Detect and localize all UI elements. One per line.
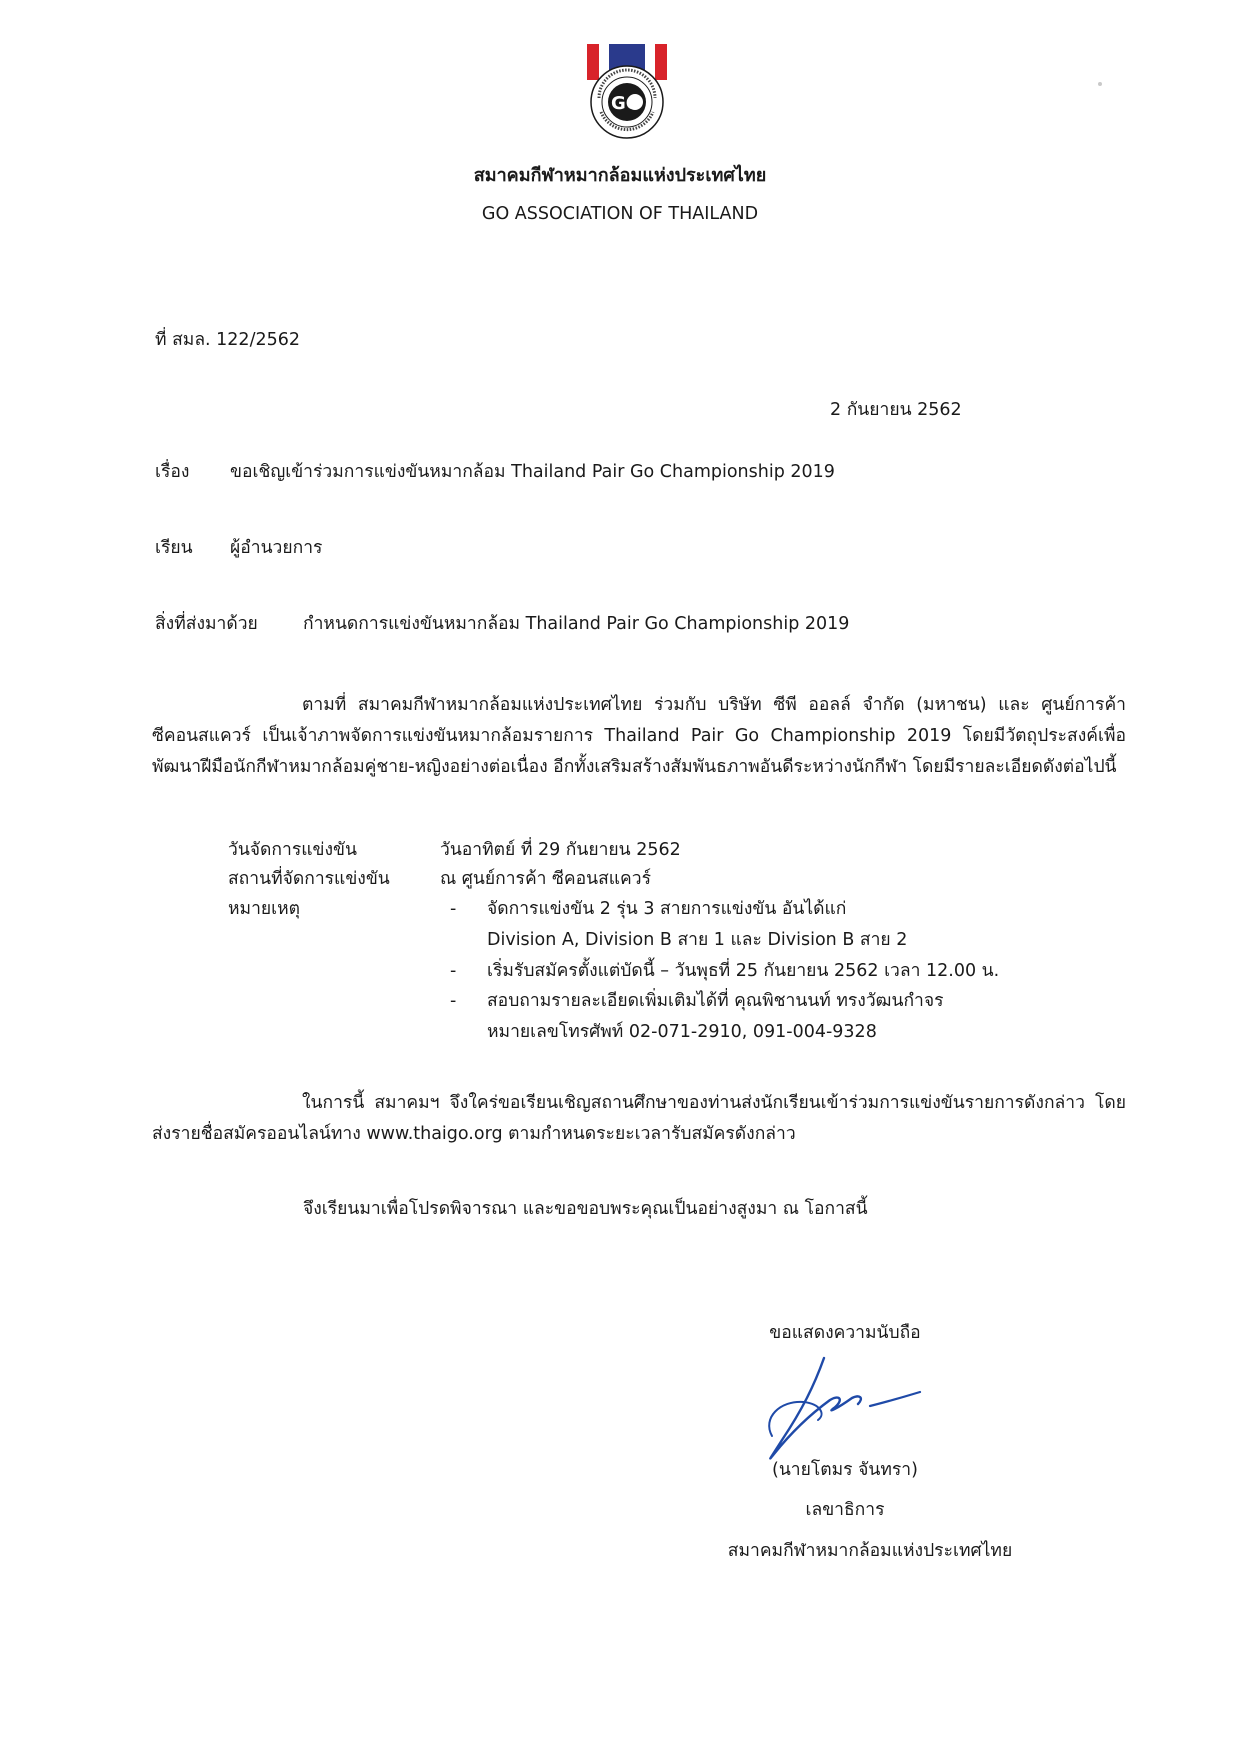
org-name-english: GO ASSOCIATION OF THAILAND xyxy=(481,204,759,224)
signature-closing: ขอแสดงความนับถือ xyxy=(769,1323,921,1343)
event-date-value: วันอาทิตย์ ที่ 29 กันยายน 2562 xyxy=(440,840,681,860)
event-venue-value: ณ ศูนย์การค้า ซีคอนสแควร์ xyxy=(440,869,651,889)
event-venue-label: สถานที่จัดการแข่งขัน xyxy=(228,869,390,889)
note-1-line-1: จัดการแข่งขัน 2 รุ่น 3 สายการแข่งขัน อันได้แก่ xyxy=(487,899,847,919)
note-3-bullet: - xyxy=(450,991,457,1011)
scan-speck xyxy=(1098,82,1102,86)
note-2-bullet: - xyxy=(450,961,457,981)
handwritten-signature xyxy=(760,1348,950,1466)
recipient-label: เรียน xyxy=(155,538,193,558)
note-3-line-2: หมายเลขโทรศัพท์ 02-071-2910, 091-004-9328 xyxy=(487,1022,877,1042)
signatory-organization: สมาคมกีฬาหมากล้อมแห่งประเทศไทย xyxy=(727,1541,1013,1561)
event-date-label: วันจัดการแข่งขัน xyxy=(228,840,357,860)
body-paragraph-1: ตามที่ สมาคมกีฬาหมากล้อมแห่งประเทศไทย ร่วมกับ บริษัท ซีพี ออลล์ จำกัด (มหาชน) และ ศูนย์การค้า ซีคอนสแควร์ เป็นเจ้าภาพจัดการแข่งขันหมากล้อมรายการ Thailand Pair Go Championship 2019 โดยมีวัตถุประสงค์เพื่อพัฒนาฝีมือนักกีฬาหมากล้อมคู่ชาย-หญิงอย่างต่อเนื่อง อีกทั้งเสริมสร้างสัมพันธภาพอันดีระหว่างนักกีฬา โดยมีรายละเอียดดังต่อไปนี้ xyxy=(152,695,1126,777)
signature-stroke-main xyxy=(770,1358,861,1458)
note-2-text: เริ่มรับสมัครตั้งแต่บัดนี้ – วันพุธที่ 25 กันยายน 2562 เวลา 12.00 น. xyxy=(487,961,1000,981)
reference-number: ที่ สมล. 122/2562 xyxy=(155,330,300,350)
signature-stroke-tail xyxy=(870,1392,920,1406)
go-association-logo xyxy=(585,42,669,142)
note-3-line-1: สอบถามรายละเอียดเพิ่มเติมได้ที่ คุณพิชานนท์ ทรงวัฒนกำจร xyxy=(487,991,944,1011)
recipient-text: ผู้อำนวยการ xyxy=(230,538,323,558)
signatory-position: เลขาธิการ xyxy=(805,1500,885,1520)
logo-go-mark: GO xyxy=(611,93,642,114)
body-paragraph-3: จึงเรียนมาเพื่อโปรดพิจารณา และขอขอบพระคุณเป็นอย่างสูงมา ณ โอกาสนี้ xyxy=(303,1199,868,1219)
flag-stripe-red-left xyxy=(587,44,599,80)
signatory-name: (นายโตมร จันทรา) xyxy=(772,1460,918,1480)
enclosure-label: สิ่งที่ส่งมาด้วย xyxy=(155,614,258,634)
flag-stripe-red-right xyxy=(655,44,667,80)
enclosure-text: กำหนดการแข่งขันหมากล้อม Thailand Pair Go Championship 2019 xyxy=(303,614,850,634)
body-paragraph-2: ในการนี้ สมาคมฯ จึงใคร่ขอเรียนเชิญสถานศึกษาของท่านส่งนักเรียนเข้าร่วมการแข่งขันรายการดังกล่าว โดยส่งรายชื่อสมัครออนไลน์ทาง www.thaigo.org ตามกำหนดระยะเวลารับสมัครดังกล่าว xyxy=(152,1093,1126,1144)
subject-text: ขอเชิญเข้าร่วมการแข่งขันหมากล้อม Thailand Pair Go Championship 2019 xyxy=(230,462,835,482)
note-1-line-2: Division A, Division B สาย 1 และ Division B สาย 2 xyxy=(487,930,908,950)
subject-label: เรื่อง xyxy=(155,462,190,482)
notes-label: หมายเหตุ xyxy=(228,899,301,919)
letter-date: 2 กันยายน 2562 xyxy=(830,400,962,420)
org-name-thai: สมาคมกีฬาหมากล้อมแห่งประเทศไทย xyxy=(473,165,767,186)
note-1-bullet: - xyxy=(450,899,457,919)
